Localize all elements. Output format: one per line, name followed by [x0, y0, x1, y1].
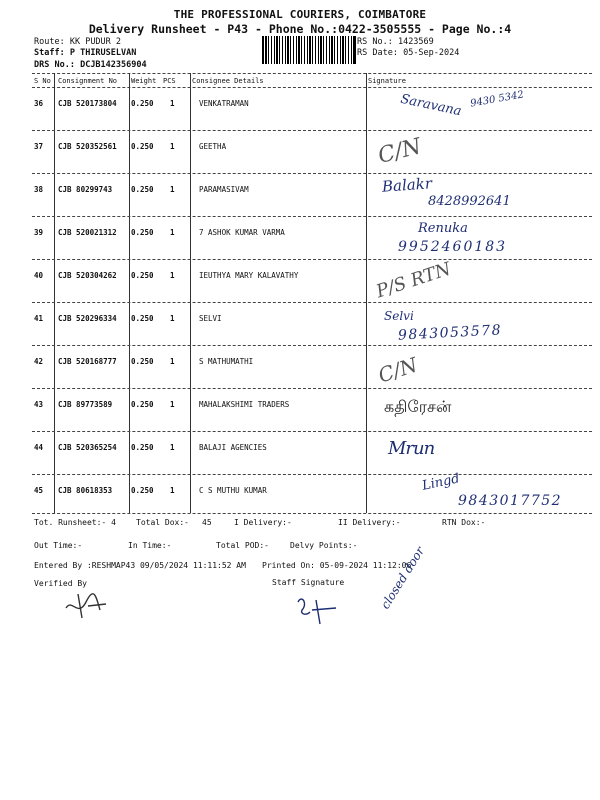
- row-consignee: SELVI: [199, 314, 222, 323]
- table-row: [0, 217, 600, 260]
- row-signature: C/N: [375, 134, 424, 169]
- row-pcs: 1: [170, 314, 175, 323]
- col-header-signature: Signature: [368, 77, 406, 85]
- col-header-weight: Weight: [131, 77, 157, 85]
- row-sno: 41: [34, 314, 44, 323]
- table-top-rule: [32, 73, 592, 74]
- table-row: [0, 389, 600, 432]
- row-consignee: BALAJI AGENCIES: [199, 443, 267, 452]
- row-weight: 0.250: [131, 99, 154, 108]
- row-pcs: 1: [170, 271, 175, 280]
- row-sno: 38: [34, 185, 44, 194]
- row-weight: 0.250: [131, 271, 154, 280]
- drs-line: [34, 60, 147, 70]
- barcode: [262, 36, 356, 64]
- drs-value: DCJB142356904: [80, 60, 147, 70]
- entered-by: Entered By :RESHMAP43 09/05/2024 11:11:52 AM: [34, 561, 246, 570]
- drs-label: DRS No.:: [34, 60, 75, 70]
- row-weight: 0.250: [131, 357, 154, 366]
- row-signature-phone: 9430 5342: [469, 89, 525, 110]
- col-header-pcs: PCS: [163, 77, 176, 85]
- in-time: In Time:-: [128, 541, 172, 550]
- row-pcs: 1: [170, 228, 175, 237]
- row-signature: கதிரேசன்: [384, 397, 452, 416]
- rs-date-label: RS Date:: [357, 48, 398, 58]
- row-consignee: C S MUTHU KUMAR: [199, 486, 267, 495]
- runsheet-subtitle: Delivery Runsheet - P43 - Phone No.:0422-3505555 - Page No.:4: [88, 22, 512, 36]
- rs-date-line: [357, 48, 459, 58]
- row-signature-phone: 9843053578: [397, 322, 503, 344]
- out-time: Out Time:-: [34, 541, 83, 550]
- row-weight: 0.250: [131, 400, 154, 409]
- rs-no-value: 1423569: [397, 37, 434, 47]
- row-consignee: GEETHA: [199, 142, 227, 151]
- row-weight: 0.250: [131, 314, 154, 323]
- row-consignee: 7 ASHOK KUMAR VARMA: [199, 228, 285, 237]
- row-signature: Saravana: [399, 91, 463, 120]
- row-weight: 0.250: [131, 486, 154, 495]
- table-row: [0, 131, 600, 174]
- row-sno: 44: [34, 443, 44, 452]
- row-signature: Renuka: [418, 221, 468, 236]
- row-consignee: S MATHUMATHI: [199, 357, 254, 366]
- rtn-dox: RTN Dox:-: [442, 518, 486, 527]
- row-weight: 0.250: [131, 228, 154, 237]
- closed-door-note: closed door: [378, 544, 428, 612]
- row-consignee: IEUTHYA MARY KALAVATHY: [199, 271, 299, 280]
- table-bottom-rule: [32, 513, 592, 514]
- printed-on: Printed On: 05-09-2024 11:12:06: [262, 561, 412, 570]
- total-dox-value: 45: [202, 518, 212, 527]
- col-header-consignee: Consignee Details: [192, 77, 264, 85]
- staff-value: P THIRUSELVAN: [69, 48, 137, 58]
- table-row: [0, 471, 600, 518]
- table-row: [0, 88, 600, 131]
- row-consignment: CJB 520168777: [58, 357, 117, 366]
- row-pcs: 1: [170, 357, 175, 366]
- delvy-points: Delvy Points:-: [290, 541, 358, 550]
- row-sno: 40: [34, 271, 44, 280]
- total-dox-label: Total Dox:-: [136, 518, 189, 527]
- row-consignment: CJB 520365254: [58, 443, 117, 452]
- total-pod: Total POD:-: [216, 541, 269, 550]
- row-signature-phone: 8428992641: [428, 194, 511, 209]
- row-consignment: CJB 520304262: [58, 271, 117, 280]
- row-signature-phone: 9843017752: [458, 493, 563, 509]
- company-title: THE PROFESSIONAL COURIERS, COIMBATORE: [173, 8, 427, 21]
- row-sno: 37: [34, 142, 44, 151]
- row-weight: 0.250: [131, 142, 154, 151]
- rs-no-label: RS No.:: [357, 37, 393, 47]
- row-sno: 42: [34, 357, 44, 366]
- row-sno: 39: [34, 228, 44, 237]
- table-row: [0, 432, 600, 475]
- row-signature: C/N: [375, 352, 421, 388]
- table-row: [0, 346, 600, 389]
- row-pcs: 1: [170, 486, 175, 495]
- rs-date-value: 05-Sep-2024: [403, 48, 460, 58]
- row-signature: Lingd: [420, 471, 461, 494]
- row-consignment: CJB 89773589: [58, 400, 113, 409]
- table-row: [0, 174, 600, 217]
- row-pcs: 1: [170, 443, 175, 452]
- row-consignment: CJB 80299743: [58, 185, 113, 194]
- row-consignee: MAHALAKSHIMI TRADERS: [199, 400, 290, 409]
- route-line: [34, 37, 121, 47]
- row-signature: Balakr: [381, 174, 433, 196]
- row-pcs: 1: [170, 400, 175, 409]
- row-consignment: CJB 520021312: [58, 228, 117, 237]
- row-consignee: VENKATRAMAN: [199, 99, 249, 108]
- i-delivery: I Delivery:-: [234, 518, 292, 527]
- row-pcs: 1: [170, 99, 175, 108]
- row-signature: Mrun: [388, 438, 435, 459]
- row-signature: Selvi: [384, 309, 414, 323]
- tot-runsheet: Tot. Runsheet:- 4: [34, 518, 116, 527]
- route-label: Route:: [34, 37, 65, 47]
- row-consignment: CJB 520296334: [58, 314, 117, 323]
- row-pcs: 1: [170, 142, 175, 151]
- row-consignment: CJB 80618353: [58, 486, 113, 495]
- staff-signature-scribble: [292, 590, 352, 630]
- row-consignee: PARAMASIVAM: [199, 185, 249, 194]
- row-pcs: 1: [170, 185, 175, 194]
- verified-by-label: Verified By: [34, 579, 87, 588]
- row-signature-phone: 9952460183: [398, 239, 508, 255]
- table-row: [0, 260, 600, 303]
- verified-signature-scribble: [58, 588, 118, 624]
- route-value: KK PUDUR 2: [69, 37, 122, 47]
- row-weight: 0.250: [131, 185, 154, 194]
- table-row: [0, 303, 600, 346]
- row-sno: 36: [34, 99, 44, 108]
- col-header-consignment: Consignment No: [58, 77, 118, 85]
- col-header-sno: S No: [34, 77, 51, 85]
- ii-delivery: II Delivery:-: [338, 518, 401, 527]
- row-signature: P/S RTN: [373, 258, 454, 303]
- rs-no-line: [357, 37, 434, 47]
- row-weight: 0.250: [131, 443, 154, 452]
- staff-label: Staff:: [34, 48, 65, 58]
- row-sno: 45: [34, 486, 44, 495]
- staff-line: [34, 48, 136, 58]
- staff-signature-label: Staff Signature: [272, 578, 345, 587]
- row-consignment: CJB 520352561: [58, 142, 117, 151]
- row-consignment: CJB 520173804: [58, 99, 117, 108]
- row-sno: 43: [34, 400, 44, 409]
